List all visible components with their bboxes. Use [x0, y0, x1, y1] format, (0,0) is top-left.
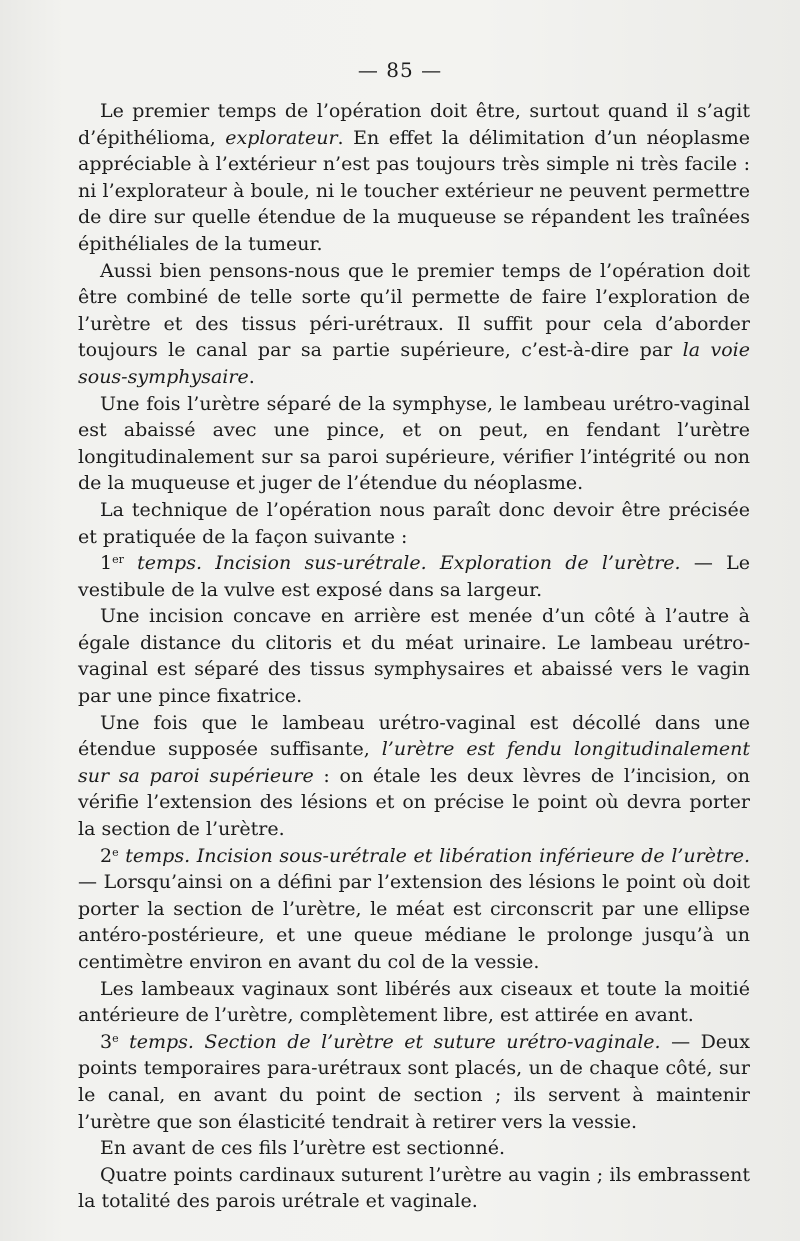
italic-text: temps. Section de l’urètre et suture urétro-vaginale. [129, 1030, 661, 1053]
text-run: Aussi bien pensons-nous que le premier temps de l’opération doit être combiné de telle sorte qu’il permette de faire l’exploration de l’urètre et des tissus péri-urétraux. Il suffit pour cela d’aborder toujours le canal par sa partie supérieure, c’est-à-dire par [78, 259, 750, 362]
paragraph [78, 1135, 750, 1162]
italic-text: la voie sous-symphysaire [78, 339, 750, 388]
text-run: Quatre points cardinaux suturent l’urètre au vagin ; ils embrassent la totalité des parois urétrale et vaginale. [78, 1163, 750, 1213]
text-run: Les lambeaux vaginaux sont libérés aux ciseaux et toute la moitié antérieure de l’urètre, complètement libre, est attirée en avant. [78, 977, 750, 1027]
text-run: Une fois l’urètre séparé de la symphyse, le lambeau urétro-vaginal est abaissé avec une pince, et on peut, en fendant l’urètre longitudinalement sur sa paroi supérieure, vérifier l’intégrité ou non de la muqueuse et juger de l’étendue du néoplasme. [78, 392, 750, 495]
text-run [124, 552, 137, 574]
superscript: e [112, 845, 119, 859]
superscript: e [112, 1031, 119, 1045]
paragraph [78, 98, 750, 258]
text-run: — Le vestibule de la vulve est exposé dans sa largeur. [78, 552, 750, 601]
text-run: En avant de ces fils l’urètre est sectionné. [100, 1137, 506, 1160]
text-run: 3 [100, 1030, 113, 1053]
text-run: Le premier temps de l’opération doit être, surtout quand il s’agit d’épithélioma, [78, 100, 750, 149]
italic-text: explorateur [225, 126, 338, 149]
paragraph [78, 603, 750, 709]
body-text [78, 98, 750, 1215]
text-run: . [248, 365, 255, 388]
text-run: Une incision concave en arrière est menée d’un côté à l’autre à égale distance du clitoris et du méat urinaire. Le lambeau urétro-vaginal est séparé des tissus symphysaires et abaissé vers le vagin par une pince fixatrice. [78, 605, 750, 708]
paragraph [78, 1029, 750, 1135]
paragraph [78, 710, 750, 843]
paragraph [78, 843, 750, 976]
text-run: 2 [100, 844, 113, 867]
text-run: — Lorsqu’ainsi on a défini par l’extension des lésions le point où doit porter la section de l’urètre, le méat est circonscrit par une ellipse antéro-postérieure, et une queue médiane le prolonge jusqu’à un centimètre environ en avant du col de la vessie. [78, 871, 750, 973]
paragraph [78, 1162, 750, 1215]
italic-text: temps. Incision sous-urétrale et libération inférieure de l’urètre. [125, 844, 751, 867]
paragraph [78, 550, 750, 603]
text-run: La technique de l’opération nous paraît donc devoir être précisée et pratiquée de la façon suivante : [78, 498, 750, 548]
page-number: — 85 — [357, 58, 443, 82]
superscript: er [112, 553, 124, 567]
text-run: Une fois que le lambeau urétro-vaginal est décollé dans une étendue supposée suffisante, [78, 711, 750, 761]
italic-text: l’urètre est fendu longitudinalement sur sa paroi supérieure [78, 738, 750, 787]
text-run [119, 1031, 129, 1053]
italic-text: temps. Incision sus-urétrale. Exploration de l’urètre. [137, 552, 681, 575]
text-run: 1 [100, 552, 113, 575]
paragraph [78, 391, 750, 497]
text-run: . En effet la délimitation d’un néoplasme appréciable à l’extérieur n’est pas toujours très simple ni très facile : ni l’explorateur à boule, ni le toucher extérieur ne peuvent permettre de dire sur quelle étendue de la muqueuse se répandent les traînées épithéliales de la tumeur. [78, 126, 750, 255]
text-run: : on étale les deux lèvres de l’incision, on vérifie l’extension des lésions et on précise le point où devra porter la section de l’urètre. [78, 764, 751, 841]
paragraph [78, 497, 750, 550]
text-run: — Deux points temporaires para-urétraux sont placés, un de chaque côté, sur le canal, en avant du point de section ; ils servent à maintenir l’urètre que son élasticité tendrait à retirer vers la vessie. [78, 1030, 751, 1133]
paragraph [78, 258, 750, 391]
paragraph [78, 976, 750, 1029]
